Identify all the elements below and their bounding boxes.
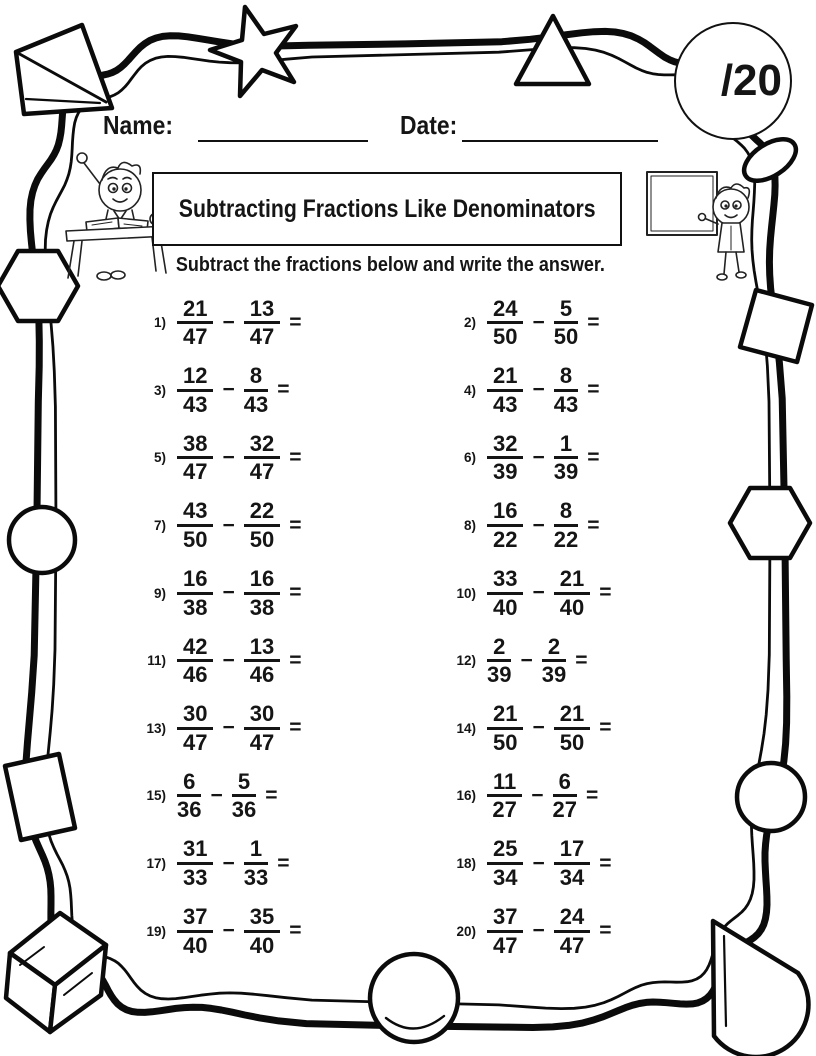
fraction-subtrahend — [554, 364, 578, 417]
minus-sign: − — [532, 716, 545, 740]
answer-space[interactable] — [601, 646, 635, 676]
denominator: 38 — [183, 594, 208, 620]
minus-sign: − — [520, 648, 533, 672]
minus-sign: − — [532, 919, 545, 943]
problem-3 — [142, 357, 360, 425]
numerator: 8 — [554, 364, 578, 392]
problem-number: 18) — [456, 856, 476, 872]
score-badge — [674, 22, 792, 140]
numerator: 25 — [487, 837, 523, 865]
numerator: 22 — [244, 499, 280, 527]
minus-sign: − — [222, 581, 235, 605]
minus-sign: − — [222, 513, 235, 537]
fraction-minuend — [177, 702, 213, 755]
numerator: 33 — [487, 567, 523, 595]
minus-sign: − — [222, 378, 235, 402]
numerator: 13 — [244, 635, 280, 663]
answer-space[interactable] — [613, 443, 647, 473]
minus-sign: − — [222, 716, 235, 740]
cube-shape — [6, 913, 106, 1032]
problem-number: 12) — [456, 653, 476, 669]
numerator: 35 — [244, 905, 280, 933]
fraction-subtrahend — [244, 702, 280, 755]
denominator: 39 — [487, 662, 512, 688]
answer-space[interactable] — [625, 849, 659, 879]
denominator: 47 — [249, 459, 275, 485]
equals-sign: = — [289, 581, 302, 605]
numerator: 1 — [554, 432, 578, 460]
denominator: 50 — [553, 324, 579, 350]
numerator: 37 — [487, 905, 523, 933]
minus-sign: − — [532, 310, 545, 334]
numerator: 21 — [554, 702, 590, 730]
equals-sign: = — [599, 919, 612, 943]
problem-8 — [452, 492, 670, 560]
fraction-subtrahend — [554, 702, 590, 755]
fraction-minuend — [487, 499, 523, 552]
problem-number: 3) — [153, 382, 166, 398]
equals-sign: = — [575, 648, 588, 672]
denominator: 40 — [559, 594, 585, 620]
problem-19 — [142, 897, 360, 965]
fraction-subtrahend — [232, 770, 256, 823]
ball-shape — [370, 954, 458, 1042]
answer-space[interactable] — [625, 713, 659, 743]
denominator: 47 — [249, 324, 275, 350]
fraction-minuend — [487, 567, 523, 620]
problem-number: 15) — [146, 788, 166, 804]
problem-number: 20) — [456, 923, 476, 939]
equals-sign: = — [277, 851, 290, 875]
denominator: 50 — [493, 324, 518, 350]
problem-number: 2) — [463, 315, 476, 331]
answer-space[interactable] — [315, 308, 349, 338]
fraction-subtrahend — [554, 432, 578, 485]
minus-sign: − — [222, 445, 235, 469]
denominator: 34 — [559, 865, 585, 891]
instruction-text: Subtract the fractions below and write the answer. — [175, 254, 605, 276]
numerator: 5 — [554, 297, 578, 325]
problem-number: 13) — [146, 720, 166, 736]
denominator: 39 — [541, 662, 567, 688]
circle-right-shape — [737, 763, 805, 831]
numerator: 12 — [177, 364, 213, 392]
fraction-minuend — [487, 905, 523, 958]
answer-space[interactable] — [315, 511, 349, 541]
answer-space[interactable] — [315, 916, 349, 946]
fraction-subtrahend — [244, 432, 280, 485]
denominator: 33 — [183, 865, 208, 891]
square-left-shape — [5, 754, 75, 840]
fraction-minuend — [177, 499, 213, 552]
fraction-subtrahend — [554, 499, 578, 552]
fraction-subtrahend — [244, 635, 280, 688]
numerator: 42 — [177, 635, 213, 663]
name-label — [103, 110, 182, 141]
name-field[interactable] — [198, 139, 368, 142]
equals-sign: = — [599, 716, 612, 740]
problem-5 — [142, 424, 360, 492]
equals-sign: = — [599, 851, 612, 875]
fraction-minuend — [487, 635, 511, 688]
minus-sign: − — [210, 783, 223, 807]
minus-sign: − — [532, 851, 545, 875]
fraction-minuend — [487, 364, 523, 417]
equals-sign: = — [265, 783, 278, 807]
numerator: 11 — [487, 770, 522, 798]
fraction-subtrahend — [553, 770, 577, 823]
numerator: 32 — [244, 432, 280, 460]
worksheet-title-box — [152, 172, 622, 246]
equals-sign: = — [587, 378, 600, 402]
equals-sign: = — [289, 310, 302, 334]
answer-space[interactable] — [625, 578, 659, 608]
score-label: /20 — [720, 56, 782, 105]
fraction-subtrahend — [244, 499, 280, 552]
circle-left-shape — [9, 507, 75, 573]
denominator: 47 — [183, 324, 208, 350]
problem-9 — [142, 559, 360, 627]
fraction-minuend — [177, 837, 213, 890]
fraction-minuend — [177, 905, 213, 958]
date-label-text: Date: — [400, 110, 458, 140]
problem-1 — [142, 289, 360, 357]
instruction-line — [140, 254, 640, 277]
problem-15 — [142, 762, 360, 830]
problem-number: 19) — [146, 923, 166, 939]
numerator: 6 — [177, 770, 201, 798]
denominator: 47 — [559, 932, 585, 958]
denominator: 36 — [177, 797, 202, 823]
equals-sign: = — [289, 919, 302, 943]
fraction-minuend — [177, 297, 213, 350]
numerator: 43 — [177, 499, 213, 527]
problem-11 — [142, 627, 360, 695]
equals-sign: = — [289, 716, 302, 740]
numerator: 13 — [244, 297, 280, 325]
fraction-subtrahend — [554, 567, 590, 620]
answer-space[interactable] — [625, 916, 659, 946]
fraction-minuend — [177, 567, 213, 620]
minus-sign: − — [531, 783, 544, 807]
fraction-subtrahend — [244, 837, 268, 890]
fraction-minuend — [487, 297, 523, 350]
problem-number: 6) — [463, 450, 476, 466]
problem-number: 11) — [147, 653, 166, 669]
minus-sign: − — [222, 851, 235, 875]
minus-sign: − — [532, 513, 545, 537]
numerator: 30 — [244, 702, 280, 730]
numerator: 8 — [244, 364, 268, 392]
equals-sign: = — [587, 445, 600, 469]
denominator: 47 — [493, 932, 518, 958]
problem-2 — [452, 289, 670, 357]
numerator: 1 — [244, 837, 268, 865]
problem-number: 16) — [456, 788, 476, 804]
fraction-subtrahend — [554, 837, 590, 890]
answer-space[interactable] — [303, 849, 337, 879]
denominator: 22 — [553, 527, 579, 553]
denominator: 50 — [559, 729, 585, 755]
denominator: 40 — [493, 594, 518, 620]
denominator: 39 — [493, 459, 518, 485]
minus-sign: − — [532, 445, 545, 469]
denominator: 43 — [553, 391, 579, 417]
fraction-minuend — [487, 837, 523, 890]
numerator: 16 — [244, 567, 280, 595]
numerator: 6 — [553, 770, 577, 798]
fraction-subtrahend — [554, 905, 590, 958]
answer-space[interactable] — [291, 781, 325, 811]
equals-sign: = — [289, 445, 302, 469]
star-shape — [210, 7, 296, 96]
numerator: 16 — [487, 499, 523, 527]
date-label — [400, 110, 465, 141]
problem-17 — [142, 830, 360, 898]
numerator: 21 — [487, 702, 523, 730]
denominator: 50 — [249, 527, 275, 553]
numerator: 16 — [177, 567, 213, 595]
numerator: 21 — [177, 297, 213, 325]
problem-number: 1) — [153, 315, 166, 331]
equals-sign: = — [587, 310, 600, 334]
denominator: 46 — [249, 662, 275, 688]
fraction-subtrahend — [554, 297, 578, 350]
problem-number: 17) — [146, 856, 166, 872]
numerator: 24 — [487, 297, 523, 325]
problem-number: 10) — [456, 585, 476, 601]
problem-7 — [142, 492, 360, 560]
denominator: 39 — [553, 459, 579, 485]
problem-10 — [452, 559, 670, 627]
fraction-subtrahend — [244, 297, 280, 350]
fraction-subtrahend — [244, 905, 280, 958]
minus-sign: − — [532, 581, 545, 605]
denominator: 43 — [243, 391, 269, 417]
problem-13 — [142, 695, 360, 763]
numerator: 17 — [554, 837, 590, 865]
cone-shape — [713, 921, 808, 1056]
fraction-minuend — [177, 364, 213, 417]
fraction-minuend — [177, 635, 213, 688]
numerator: 24 — [554, 905, 590, 933]
equals-sign: = — [587, 513, 600, 537]
answer-space[interactable] — [613, 308, 647, 338]
denominator: 36 — [231, 797, 257, 823]
minus-sign: − — [532, 378, 545, 402]
answer-space[interactable] — [613, 511, 647, 541]
gem-shape — [16, 25, 112, 114]
boy-at-whiteboard-illustration — [640, 160, 770, 295]
answer-space[interactable] — [315, 443, 349, 473]
minus-sign: − — [222, 648, 235, 672]
numerator: 38 — [177, 432, 213, 460]
fraction-minuend — [177, 770, 201, 823]
numerator: 2 — [542, 635, 566, 663]
answer-space[interactable] — [315, 713, 349, 743]
fraction-subtrahend — [244, 364, 268, 417]
numerator: 21 — [554, 567, 590, 595]
numerator: 37 — [177, 905, 213, 933]
denominator: 47 — [249, 729, 275, 755]
fraction-minuend — [487, 770, 522, 823]
problems-grid — [142, 289, 670, 965]
numerator: 5 — [232, 770, 256, 798]
denominator: 40 — [183, 932, 208, 958]
denominator: 47 — [183, 729, 208, 755]
problem-16 — [452, 762, 670, 830]
minus-sign: − — [222, 310, 235, 334]
date-field[interactable] — [462, 139, 658, 142]
numerator: 31 — [177, 837, 213, 865]
worksheet-title: Subtracting Fractions Like Denominators — [178, 194, 596, 223]
denominator: 40 — [249, 932, 275, 958]
fraction-subtrahend — [542, 635, 566, 688]
problem-18 — [452, 830, 670, 898]
answer-space[interactable] — [303, 375, 337, 405]
equals-sign: = — [289, 648, 302, 672]
denominator: 34 — [493, 865, 518, 891]
equals-sign: = — [277, 378, 290, 402]
hexagon-right-shape — [730, 488, 810, 558]
denominator: 46 — [183, 662, 208, 688]
numerator: 21 — [487, 364, 523, 392]
answer-space[interactable] — [315, 646, 349, 676]
problem-number: 5) — [153, 450, 166, 466]
denominator: 38 — [249, 594, 275, 620]
numerator: 8 — [554, 499, 578, 527]
problem-number: 7) — [153, 518, 166, 534]
problem-20 — [452, 897, 670, 965]
answer-space[interactable] — [613, 375, 647, 405]
denominator: 27 — [492, 797, 517, 823]
name-label-text: Name: — [103, 110, 173, 140]
denominator: 50 — [183, 527, 208, 553]
denominator: 33 — [243, 865, 269, 891]
problem-6 — [452, 424, 670, 492]
equals-sign: = — [586, 783, 599, 807]
problem-number: 9) — [153, 585, 166, 601]
numerator: 30 — [177, 702, 213, 730]
equals-sign: = — [599, 581, 612, 605]
fraction-subtrahend — [244, 567, 280, 620]
minus-sign: − — [222, 919, 235, 943]
denominator: 47 — [183, 459, 208, 485]
denominator: 22 — [493, 527, 518, 553]
fraction-minuend — [177, 432, 213, 485]
square-right-shape — [740, 290, 812, 362]
problem-number: 4) — [463, 382, 476, 398]
problem-number: 8) — [463, 518, 476, 534]
denominator: 43 — [493, 391, 518, 417]
answer-space[interactable] — [611, 781, 645, 811]
fraction-minuend — [487, 432, 523, 485]
denominator: 43 — [183, 391, 208, 417]
denominator: 27 — [552, 797, 578, 823]
fraction-minuend — [487, 702, 523, 755]
numerator: 32 — [487, 432, 523, 460]
problem-12 — [452, 627, 670, 695]
answer-space[interactable] — [315, 578, 349, 608]
numerator: 2 — [487, 635, 511, 663]
problem-number: 14) — [456, 720, 476, 736]
denominator: 50 — [493, 729, 518, 755]
problem-14 — [452, 695, 670, 763]
equals-sign: = — [289, 513, 302, 537]
problem-4 — [452, 357, 670, 425]
